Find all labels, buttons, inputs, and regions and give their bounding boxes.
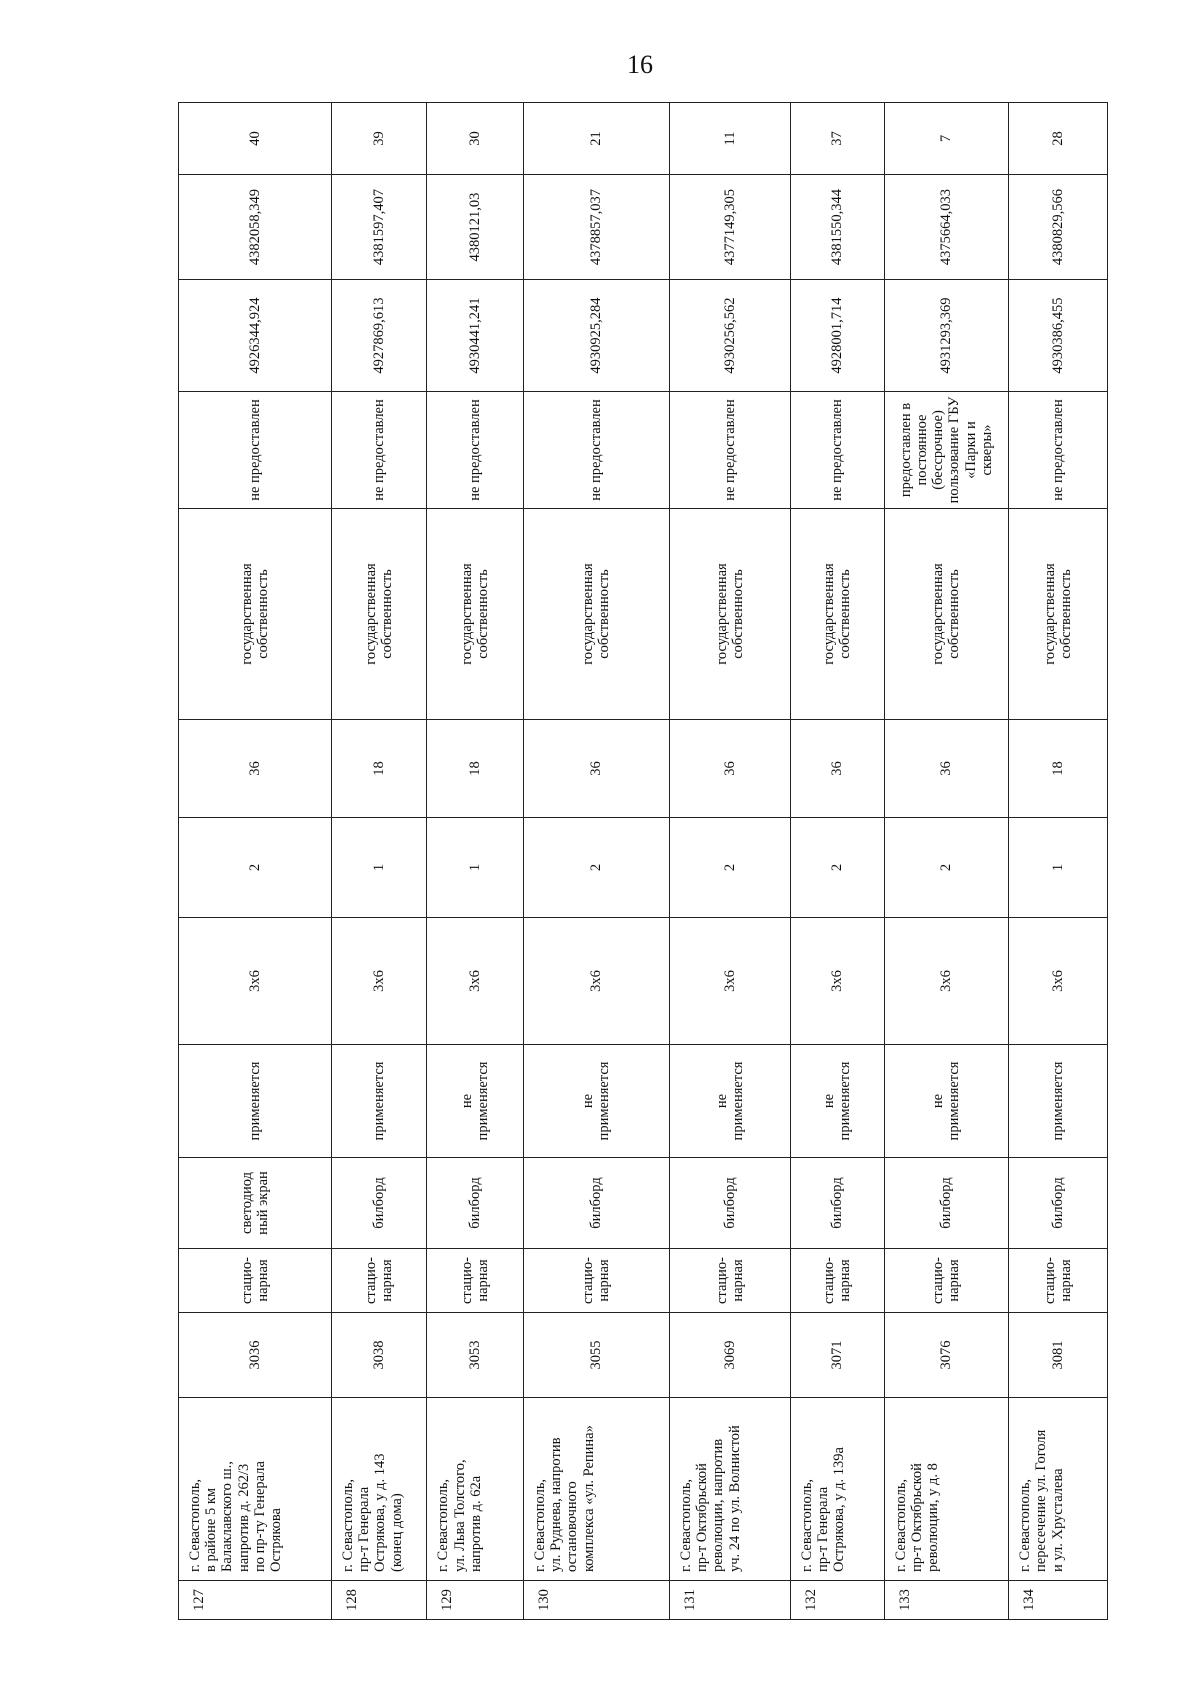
coordinate-y: 4380121,03 — [427, 175, 524, 280]
coordinate-x: 4928001,714 — [790, 280, 884, 392]
row-number: 128 — [331, 1581, 426, 1620]
structure-kind: стацио- нарная — [331, 1249, 426, 1313]
structure-number: 3071 — [790, 1313, 884, 1398]
table-container — [178, 103, 1108, 1620]
structure-kind: стацио- нарная — [427, 1249, 524, 1313]
address-cell: г. Севастополь, пр-т Генерала Острякова, у д. 139а — [790, 1398, 884, 1581]
structure-number: 3069 — [669, 1313, 790, 1398]
structure-number: 3038 — [331, 1313, 426, 1398]
structure-type: билборд — [331, 1158, 426, 1249]
sides-count: 2 — [884, 818, 1008, 918]
land-status: предоставлен в постоянное (бессрочное) пользование ГБУ «Парки и скверы» — [884, 392, 1008, 509]
structure-kind: стацио- нарная — [179, 1249, 332, 1313]
scheme-reference: 30 — [427, 103, 524, 175]
lighting-info: не применяется — [790, 1045, 884, 1158]
coordinate-x: 4927869,613 — [331, 280, 426, 392]
area-value: 36 — [790, 720, 884, 818]
scheme-reference: 7 — [884, 103, 1008, 175]
structure-kind: стацио- нарная — [523, 1249, 669, 1313]
field-size: 3х6 — [427, 918, 524, 1045]
sides-count: 2 — [790, 818, 884, 918]
area-value: 18 — [1009, 720, 1108, 818]
address-cell: г. Севастополь, ул. Льва Толстого, напротив д. 62а — [427, 1398, 524, 1581]
address-cell: г. Севастополь, пр-т Генерала Острякова, у д. 143 (конец дома) — [331, 1398, 426, 1581]
coordinate-y: 4381550,344 — [790, 175, 884, 280]
area-value: 36 — [669, 720, 790, 818]
lighting-info: применяется — [179, 1045, 332, 1158]
page-number: 16 — [627, 50, 653, 79]
coordinate-x: 4926344,924 — [179, 280, 332, 392]
sides-count: 2 — [669, 818, 790, 918]
ownership-form: государственная собственность — [427, 509, 524, 720]
lighting-info: не применяется — [669, 1045, 790, 1158]
coordinate-y: 4377149,305 — [669, 175, 790, 280]
lighting-info: применяется — [331, 1045, 426, 1158]
coordinate-y: 4381597,407 — [331, 175, 426, 280]
address-cell: г. Севастополь, ул. Руднева, напротив остановочного комплекса «ул. Репина» — [523, 1398, 669, 1581]
structure-type: билборд — [790, 1158, 884, 1249]
row-number: 134 — [1009, 1581, 1108, 1620]
land-status: не предоставлен — [523, 392, 669, 509]
structure-number: 3036 — [179, 1313, 332, 1398]
coordinate-x: 4931293,369 — [884, 280, 1008, 392]
lighting-info: не применяется — [523, 1045, 669, 1158]
structure-number: 3076 — [884, 1313, 1008, 1398]
structure-kind: стацио- нарная — [1009, 1249, 1108, 1313]
row-number: 129 — [427, 1581, 524, 1620]
placement-table — [178, 102, 1108, 1620]
address-cell: г. Севастополь, пр-т Октябрьской революции, напротив уч. 24 по ул. Волнистой — [669, 1398, 790, 1581]
structure-type: билборд — [884, 1158, 1008, 1249]
structure-number: 3053 — [427, 1313, 524, 1398]
address-cell: г. Севастополь, в районе 5 км Балаклавского ш., напротив д. 262/3 по пр-ту Генерала Острякова — [179, 1398, 332, 1581]
row-number: 131 — [669, 1581, 790, 1620]
coordinate-x: 4930386,455 — [1009, 280, 1108, 392]
ownership-form: государственная собственность — [790, 509, 884, 720]
row-number: 130 — [523, 1581, 669, 1620]
coordinate-x: 4930925,284 — [523, 280, 669, 392]
sides-count: 1 — [331, 818, 426, 918]
table-row — [523, 103, 669, 1620]
structure-type: билборд — [669, 1158, 790, 1249]
field-size: 3х6 — [523, 918, 669, 1045]
area-value: 36 — [523, 720, 669, 818]
coordinate-x: 4930441,241 — [427, 280, 524, 392]
table-row — [331, 103, 426, 1620]
table-row — [884, 103, 1008, 1620]
structure-number: 3055 — [523, 1313, 669, 1398]
address-cell: г. Севастополь, пересечение ул. Гоголя и ул. Хрусталева — [1009, 1398, 1108, 1581]
coordinate-x: 4930256,562 — [669, 280, 790, 392]
structure-kind: стацио- нарная — [790, 1249, 884, 1313]
row-number: 133 — [884, 1581, 1008, 1620]
ownership-form: государственная собственность — [523, 509, 669, 720]
land-status: не предоставлен — [179, 392, 332, 509]
land-status: не предоставлен — [669, 392, 790, 509]
field-size: 3х6 — [790, 918, 884, 1045]
field-size: 3х6 — [669, 918, 790, 1045]
structure-number: 3081 — [1009, 1313, 1108, 1398]
land-status: не предоставлен — [1009, 392, 1108, 509]
table-row — [1009, 103, 1108, 1620]
lighting-info: не применяется — [884, 1045, 1008, 1158]
sides-count: 1 — [427, 818, 524, 918]
area-value: 36 — [179, 720, 332, 818]
land-status: не предоставлен — [427, 392, 524, 509]
address-cell: г. Севастополь, пр-т Октябрьской революции, у д. 8 — [884, 1398, 1008, 1581]
coordinate-y: 4378857,037 — [523, 175, 669, 280]
land-status: не предоставлен — [331, 392, 426, 509]
structure-type: светодиод ный экран — [179, 1158, 332, 1249]
field-size: 3х6 — [1009, 918, 1108, 1045]
ownership-form: государственная собственность — [1009, 509, 1108, 720]
structure-type: билборд — [427, 1158, 524, 1249]
table-row — [790, 103, 884, 1620]
coordinate-y: 4375664,033 — [884, 175, 1008, 280]
field-size: 3х6 — [884, 918, 1008, 1045]
land-status: не предоставлен — [790, 392, 884, 509]
structure-type: билборд — [523, 1158, 669, 1249]
structure-kind: стацио- нарная — [884, 1249, 1008, 1313]
structure-type: билборд — [1009, 1158, 1108, 1249]
scheme-reference: 40 — [179, 103, 332, 175]
field-size: 3х6 — [179, 918, 332, 1045]
ownership-form: государственная собственность — [884, 509, 1008, 720]
table-row — [669, 103, 790, 1620]
structure-kind: стацио- нарная — [669, 1249, 790, 1313]
scheme-reference: 39 — [331, 103, 426, 175]
ownership-form: государственная собственность — [179, 509, 332, 720]
area-value: 36 — [884, 720, 1008, 818]
table-row — [179, 103, 332, 1620]
sides-count: 2 — [523, 818, 669, 918]
area-value: 18 — [331, 720, 426, 818]
scheme-reference: 28 — [1009, 103, 1108, 175]
area-value: 18 — [427, 720, 524, 818]
field-size: 3х6 — [331, 918, 426, 1045]
coordinate-y: 4380829,566 — [1009, 175, 1108, 280]
ownership-form: государственная собственность — [331, 509, 426, 720]
scheme-reference: 11 — [669, 103, 790, 175]
row-number: 127 — [179, 1581, 332, 1620]
scheme-reference: 37 — [790, 103, 884, 175]
scheme-reference: 21 — [523, 103, 669, 175]
lighting-info: применяется — [1009, 1045, 1108, 1158]
lighting-info: не применяется — [427, 1045, 524, 1158]
row-number: 132 — [790, 1581, 884, 1620]
table-row — [427, 103, 524, 1620]
sides-count: 1 — [1009, 818, 1108, 918]
ownership-form: государственная собственность — [669, 509, 790, 720]
coordinate-y: 4382058,349 — [179, 175, 332, 280]
sides-count: 2 — [179, 818, 332, 918]
